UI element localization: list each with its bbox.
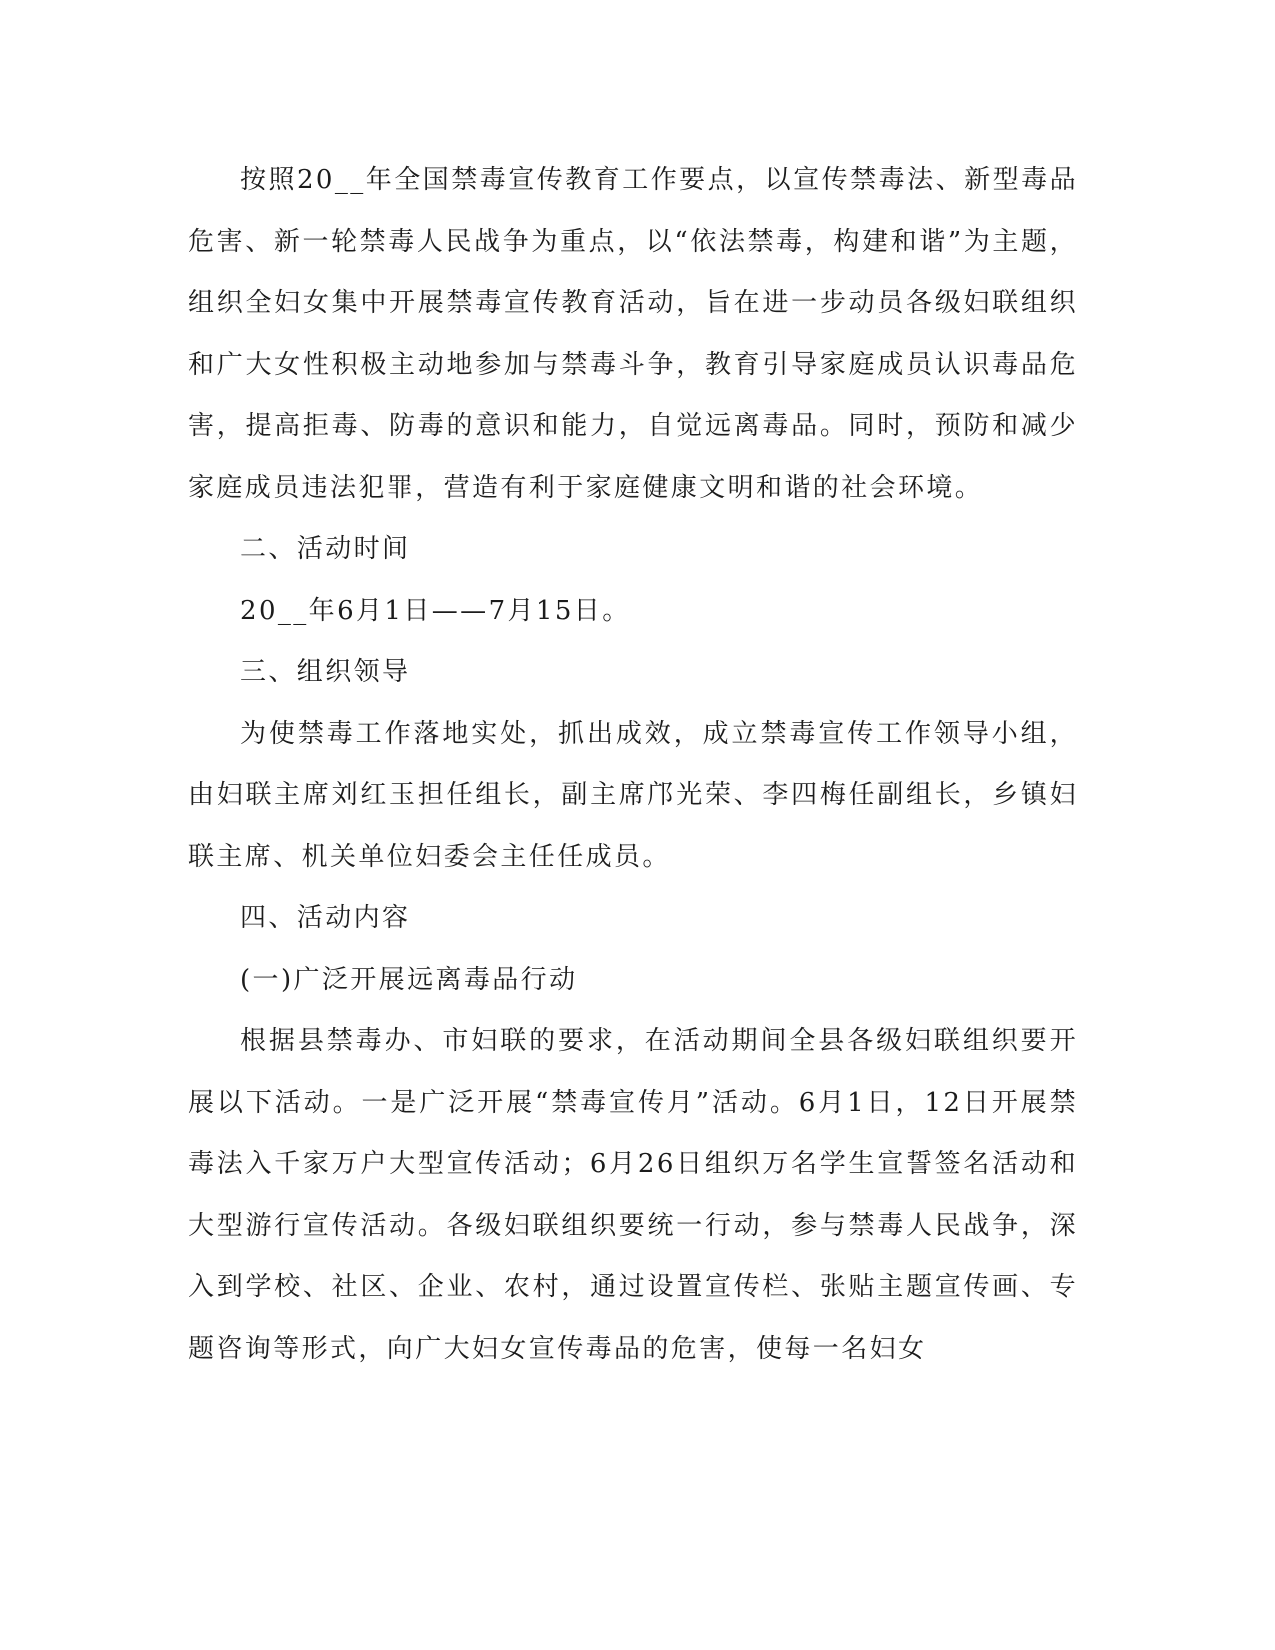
- document-body: [188, 150, 1078, 1380]
- paragraph-leadership-group: 为使禁毒工作落地实处，抓出成效，成立禁毒宣传工作领导小组，由妇联主席刘红玉担任组长，副主席邝光荣、李四梅任副组长，乡镇妇联主席、机关单位妇委会主任任成员。: [188, 718, 1078, 872]
- paragraph-purpose: 按照20__年全国禁毒宣传教育工作要点，以宣传禁毒法、新型毒品危害、新一轮禁毒人民战争为重点，以“依法禁毒，构建和谐”为主题，组织全妇女集中开展禁毒宣传教育活动，旨在进一步动员各级妇联组织和广大女性积极主动地参加与禁毒斗争，教育引导家庭成员认识毒品危害，提高拒毒、防毒的意识和能力，自觉远离毒品。同时，预防和减少家庭成员违法犯罪，营造有利于家庭健康文明和谐的社会环境。: [188, 165, 1078, 503]
- subheading-drug-free-action: (一)广泛开展远离毒品行动: [240, 964, 578, 995]
- paragraph-activity-dates: 20__年6月1日——7月15日。: [240, 595, 631, 626]
- paragraph-activity-details: 根据县禁毒办、市妇联的要求，在活动期间全县各级妇联组织要开展以下活动。一是广泛开展“禁毒宣传月”活动。6月1日，12日开展禁毒法入千家万户大型宣传活动；6月26日组织万名学生宣誓签名活动和大型游行宣传活动。各级妇联组织要统一行动，参与禁毒人民战争，深入到学校、社区、企业、农村，通过设置宣传栏、张贴主题宣传画、专题咨询等形式，向广大妇女宣传毒品的危害，使每一名妇女: [188, 1026, 1078, 1364]
- heading-activity-time: 二、活动时间: [240, 534, 411, 564]
- heading-activity-content: 四、活动内容: [240, 903, 411, 933]
- heading-organization-leadership: 三、组织领导: [240, 657, 411, 687]
